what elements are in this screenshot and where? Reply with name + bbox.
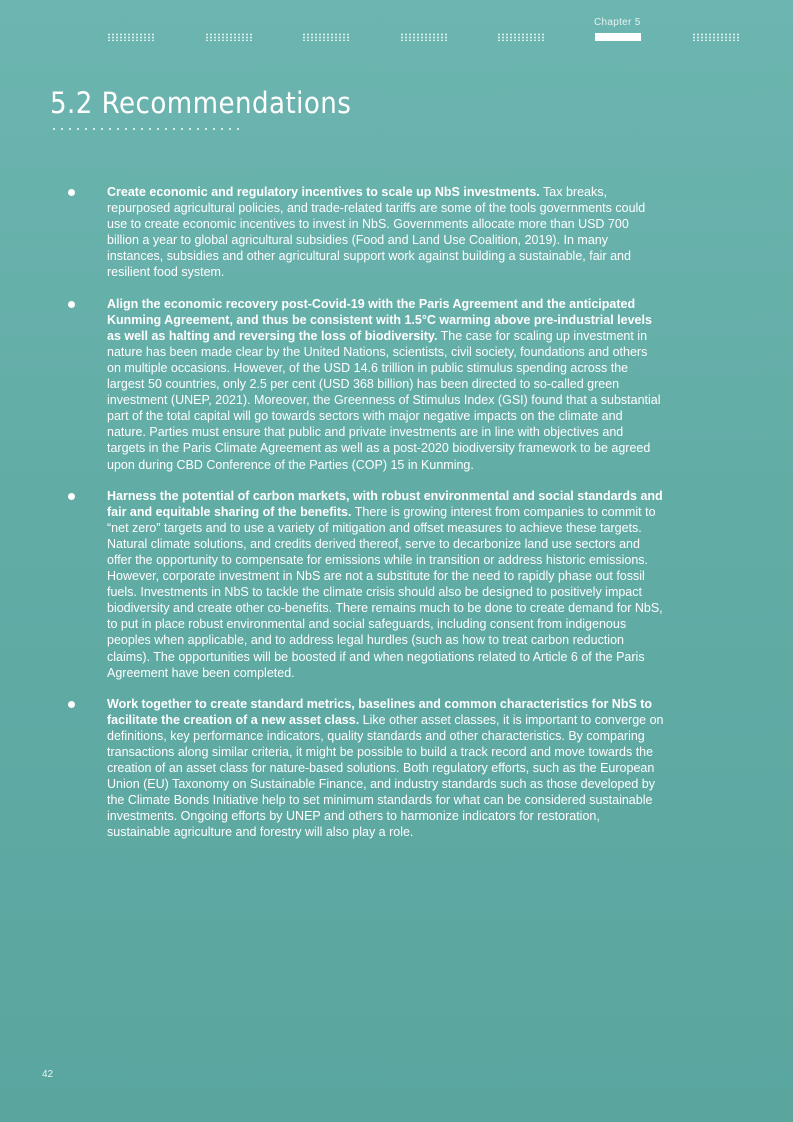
bullet-icon <box>68 189 75 196</box>
section-title: 5.2 Recommendations <box>50 86 352 120</box>
recommendation-item <box>68 488 664 681</box>
recommendation-lead: Create economic and regulatory incentives to scale up NbS investments. <box>107 185 540 199</box>
nav-chapter-1[interactable] <box>107 33 154 41</box>
nav-chapter-current[interactable] <box>595 33 641 41</box>
chapter-navigation <box>0 0 793 50</box>
recommendation-lead: Work together to create standard metrics, baselines and common characteristics for NbS to facilitate the creation of a new asset class. <box>107 696 653 727</box>
recommendation-lead: Harness the potential of carbon markets, with robust environmental and social standards and fair and equitable sharing of the benefits. <box>107 488 663 519</box>
recommendation-body: The case for scaling up investment in nature has been made clear by the United Nations, scientists, civil society, foundations and others on multiple occasions. However, of the USD 14.6 trillion in public stimulus spending across the largest 50 countries, only 2.5 per cent (USD 368 billion) has been directed to so-called green investment (UNEP, 2021). Moreover, the Greenness of Stimulus Index (GSI) found that a substantial part of the total capital will go towards sectors with major negative impacts on the climate and nature. Parties must ensure that public and private investments are in line with objectives and targets in the Paris Climate Agreement as well as a post-2020 biodiversity framework to be agreed upon during CBD Conference of the Parties (COP) 15 in Kunming. <box>107 328 661 472</box>
recommendation-item <box>68 184 664 281</box>
nav-chapter-2[interactable] <box>205 33 252 41</box>
recommendation-body: Tax breaks, repurposed agricultural policies, and trade-related tariffs are some of the tools governments could use to create economic incentives to invest in NbS. Governments allocate more than USD 700 billion a year to global agricultural subsidies (Food and Land Use Coalition, 2019). In many instances, subsidies and other agricultural support work against building a sustainable, fair and resilient food system. <box>107 185 646 280</box>
title-dotted-underline <box>50 127 240 131</box>
nav-chapter-4b[interactable] <box>497 33 544 41</box>
bullet-icon <box>68 701 75 708</box>
recommendation-body: There is growing interest from companies to commit to “net zero” targets and to use a variety of mitigation and offset measures to achieve these targets. Natural climate solutions, and credits derived thereof, serve to decarbonize land use sectors and offer the opportunity to compensate for emissions while in transition or address historic emissions. However, corporate investment in NbS are not a substitute for the need to rapidly phase out fossil fuels. Investments in NbS to tackle the climate crisis should also be designed to positively impact biodiversity and create other co-benefits. There remains much to be done to create demand for NbS, to put in place robust environmental and social safeguards, including consent from indigenous peoples when applicable, and to address legal hurdles (such as how to treat carbon reduction claims). The opportunities will be boosted if and when negotiations related to Article 6 of the Paris Agreement have been completed. <box>107 504 663 680</box>
nav-chapter-6[interactable] <box>692 33 739 41</box>
recommendation-body: Like other asset classes, it is important to converge on definitions, key performance indicators, quality standards and other characteristics. By comparing transactions along similar criteria, it might be possible to build a track record and move towards the creation of an asset class for nature-based solutions. Both regulatory efforts, such as the European Union (EU) Taxonomy on Sustainable Finance, and industry standards such as those developed by the Climate Bonds Initiative help to set minimum standards for what can be considered sustainable investments. Ongoing efforts by UNEP and others to harmonize indicators for restoration, sustainable agriculture and forestry will also play a role. <box>107 712 664 840</box>
chapter-label: Chapter 5 <box>594 17 641 28</box>
recommendation-lead: Align the economic recovery post-Covid-19 with the Paris Agreement and the anticipated Kunming Agreement, and thus be consistent with 1.5°C warming above pre-industrial levels as well as halting and reversing the loss of biodiversity. <box>107 296 652 343</box>
nav-chapter-4[interactable] <box>400 33 447 41</box>
recommendations-list <box>68 184 664 856</box>
recommendation-item <box>68 296 664 473</box>
recommendation-item <box>68 696 664 841</box>
page-number: 42 <box>42 1069 54 1080</box>
bullet-icon <box>68 301 75 308</box>
bullet-icon <box>68 493 75 500</box>
nav-chapter-3[interactable] <box>302 33 349 41</box>
